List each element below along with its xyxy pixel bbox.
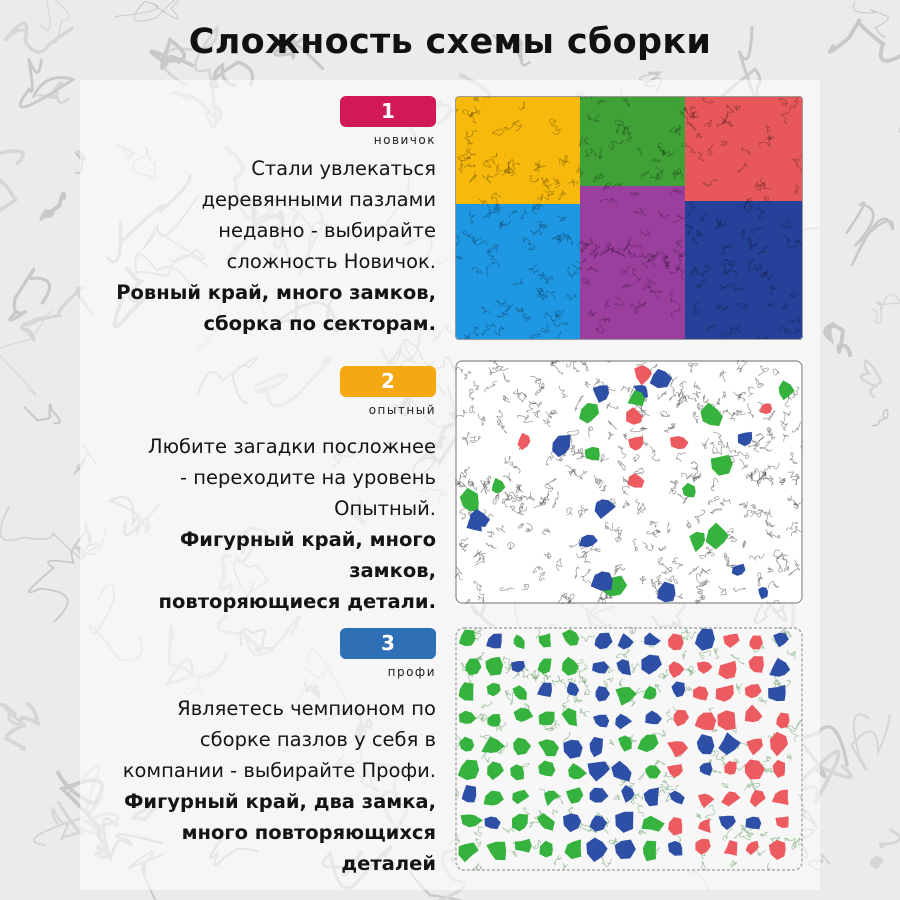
level-name: профи <box>387 665 436 679</box>
puzzle-figured-image <box>455 360 803 604</box>
feature-line: сборка по секторам. <box>203 312 436 335</box>
description-line: Стали увлекаться <box>251 157 436 180</box>
level-number-badge: 1 <box>340 96 436 127</box>
level-description <box>90 153 436 339</box>
feature-line: повторяющиеся детали. <box>158 590 436 613</box>
description-line: - переходите на уровень <box>179 466 436 489</box>
feature-line: деталей <box>341 852 436 875</box>
description-line: Являетесь чемпионом по <box>177 697 436 720</box>
feature-line: много повторяющихся <box>181 821 436 844</box>
description-line: деревянными пазлами <box>201 188 436 211</box>
level-experienced-block <box>90 366 436 617</box>
page-title: Сложность схемы сборки <box>188 22 712 62</box>
level-number-badge: 2 <box>340 366 436 397</box>
description-line: Опытный. <box>334 497 436 520</box>
level-pro-block <box>90 628 436 879</box>
description-line: Любите загадки посложнее <box>147 435 436 458</box>
level-name: опытный <box>368 403 436 417</box>
description-line: недавно - выбирайте <box>218 219 436 242</box>
description-line: компании - выбирайте Профи. <box>122 759 436 782</box>
level-description <box>90 693 436 879</box>
level-novice-block <box>90 96 436 339</box>
description-line: сложность Новичок. <box>226 250 436 273</box>
level-description <box>90 431 436 617</box>
feature-line: Ровный край, много замков, <box>116 281 436 304</box>
feature-line: Фигурный край, много замков, <box>179 528 436 582</box>
level-name: новичок <box>373 133 436 147</box>
puzzle-pro-image <box>455 627 803 871</box>
description-line: сборке пазлов у себя в <box>199 728 436 751</box>
feature-line: Фигурный край, два замка, <box>124 790 436 813</box>
puzzle-sectors-image <box>455 96 803 340</box>
level-number-badge: 3 <box>340 628 436 659</box>
